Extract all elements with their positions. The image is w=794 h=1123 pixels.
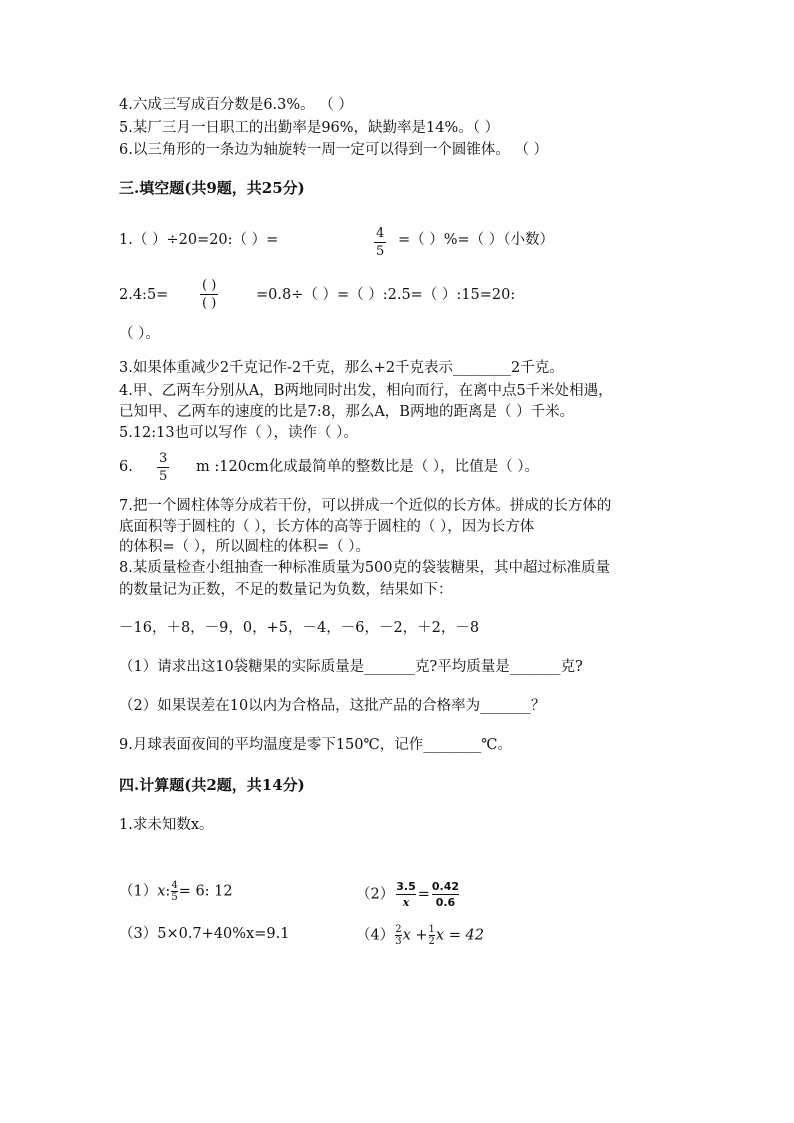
equation-label: （1） bbox=[119, 883, 158, 900]
fraction: $\frac{2}{3}$ bbox=[395, 924, 402, 947]
fraction-denominator: ( ) bbox=[202, 296, 217, 311]
section3-title: 三.填空题(共9题，共25分) bbox=[119, 179, 305, 197]
fraction-numerator: 3 bbox=[159, 451, 168, 466]
fraction: $\frac{4}{5}$ bbox=[171, 880, 178, 903]
fill-q3: 3.如果体重减少2千克记作-2千克，那么+2千克表示________2千克。 bbox=[119, 360, 564, 376]
fill-q2-part-b: =0.8÷（ ）=（ ）:2.5=（ ）:15=20: bbox=[256, 287, 516, 303]
fill-q4-line1: 4.甲、乙两车分别从A，B两地同时出发，相向而行，在离中点5千米处相遇， bbox=[119, 383, 613, 399]
fill-q1-fraction bbox=[374, 226, 386, 259]
fill-q6-fraction bbox=[157, 451, 169, 484]
judge-q5: 5.某厂三月一日职工的出勤率是96%，缺勤率是14%。（ ） bbox=[119, 120, 500, 136]
judge-q6: 6.以三角形的一条边为轴旋转一周一定可以得到一个圆锥体。 （ ） bbox=[119, 142, 549, 158]
fill-q8-line1: 8.某质量检查小组抽查一种标准质量为500克的袋装糖果，其中超过标准质量 bbox=[119, 560, 611, 576]
fill-q2-part-c: （ ）。 bbox=[119, 326, 160, 342]
fill-q1-part-a: 1.（ ）÷20=20:（ ）= bbox=[119, 232, 279, 248]
fill-q6-label: 6. bbox=[119, 459, 133, 475]
fill-q8-sub2: （2）如果误差在10以内为合格品，这批产品的合格率为_______？ bbox=[119, 698, 546, 714]
equation-1: （1）x: $\frac{4}{5}$ = 6: 12 bbox=[119, 880, 233, 903]
fill-q4-line2: 已知甲、乙两车的速度的比是7:8，那么A，B两地的距离是（ ）千米。 bbox=[119, 404, 575, 420]
fill-q7-line1: 7.把一个圆柱体等分成若干份，可以拼成一个近似的长方体。拼成的长方体的 bbox=[119, 498, 612, 514]
equation-label: （4） bbox=[356, 927, 395, 944]
fraction-numerator: 4 bbox=[376, 226, 385, 241]
fill-q5: 5.12:13也可以写作（ ），读作（ ）。 bbox=[119, 425, 358, 441]
calc-q1: 1.求未知数x。 bbox=[119, 817, 214, 833]
fill-q9: 9.月球表面夜间的平均温度是零下150℃，记作________℃。 bbox=[119, 737, 512, 753]
fill-q8-sub1: （1）请求出这10袋糖果的实际质量是_______克?平均质量是_______克? bbox=[119, 659, 583, 675]
fraction-left: $\frac{3.5}{x}$ bbox=[396, 880, 416, 909]
fill-q8-line2: 的数量记为正数，不足的数量记为负数，结果如下： bbox=[119, 582, 453, 598]
fill-q2-part-a: 2.4:5= bbox=[119, 287, 169, 303]
fill-q6-text: m :120cm化成最简单的整数比是（ ），比值是（ ）。 bbox=[196, 459, 540, 475]
fraction-numerator: ( ) bbox=[202, 278, 217, 293]
equation-label: （2） bbox=[356, 886, 395, 903]
fill-q1-part-b: =（ ）%=（ ）（小数） bbox=[398, 232, 555, 248]
judge-q4: 4.六成三写成百分数是6.3%。 （ ） bbox=[119, 97, 353, 113]
section4-title: 四.计算题(共2题，共14分) bbox=[119, 776, 305, 794]
equation-3: （3）5×0.7+40%x=9.1 bbox=[119, 926, 290, 942]
fill-q7-line2: 底面积等于圆柱的（ ），长方体的高等于圆柱的（ ），因为长方体 bbox=[119, 519, 535, 535]
fraction-denominator: 5 bbox=[159, 469, 168, 484]
equation-rhs: = 6: 12 bbox=[178, 883, 233, 900]
fraction-denominator: 5 bbox=[376, 244, 385, 259]
fill-q7-line3: 的体积=（ ），所以圆柱的体积=（ ）。 bbox=[119, 539, 371, 555]
fill-q2-fraction bbox=[200, 278, 218, 311]
equation-4: （4） $\frac{2}{3}$ x + $\frac{1}{2}$ x = 42 bbox=[356, 924, 484, 947]
variable-x: x bbox=[157, 883, 166, 900]
fraction-right: $\frac{0.42}{0.6}$ bbox=[431, 880, 460, 909]
equation-2: （2） $\frac{3.5}{x}$ = $\frac{0.42}{0.6}$ bbox=[356, 880, 460, 909]
fraction: $\frac{1}{2}$ bbox=[428, 924, 435, 947]
fill-q8-data: －16，＋8，－9，0，+5，－4，－6，－2，＋2，－8 bbox=[119, 620, 480, 636]
